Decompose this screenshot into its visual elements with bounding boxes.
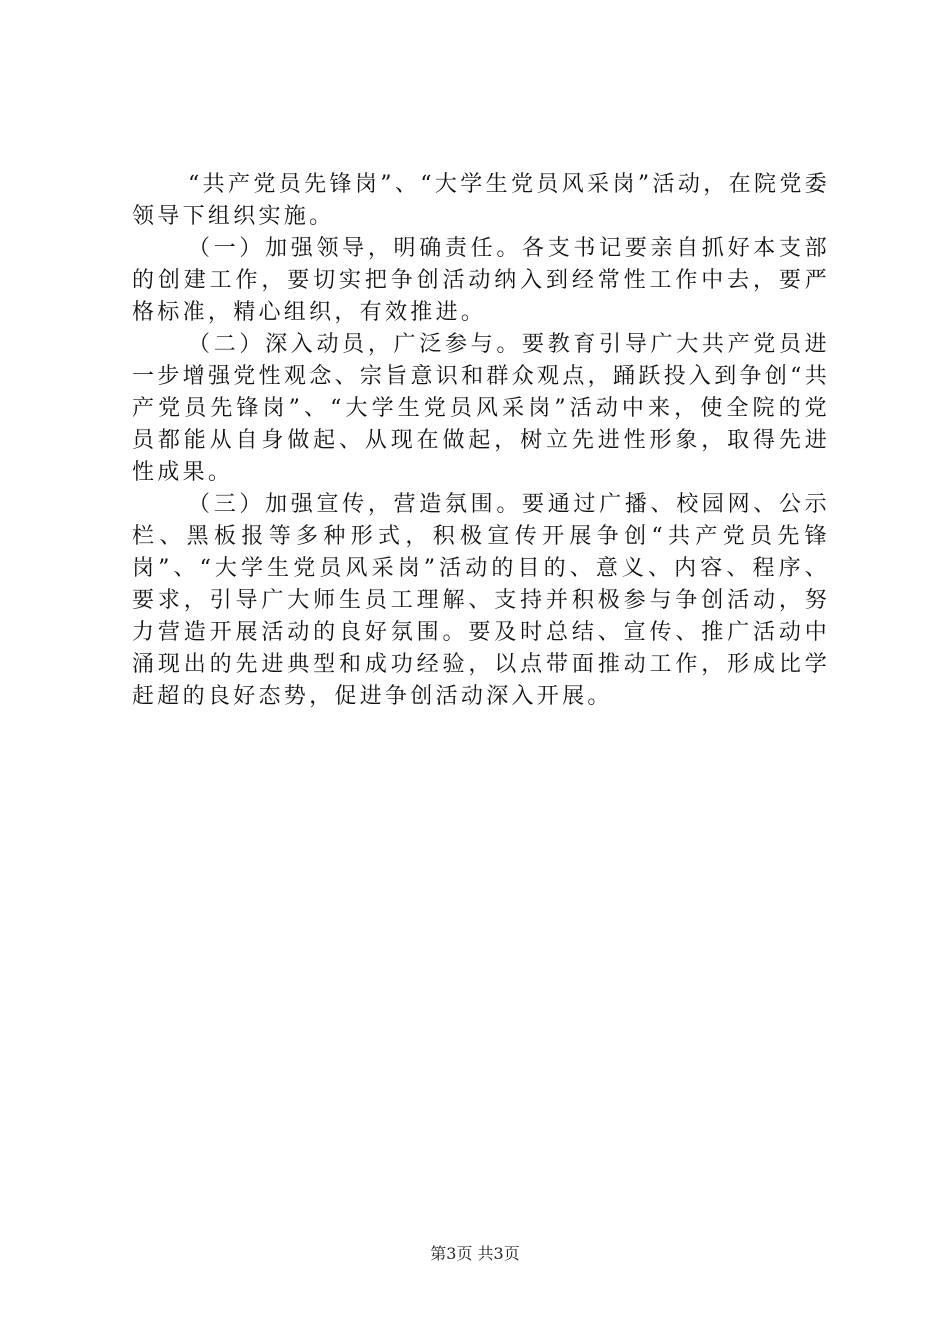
paragraph-section-1: （一）加强领导，明确责任。各支书记要亲自抓好本支部的创建工作，要切实把争创活动纳入到经常性工作中去，要严格标准，精心组织，有效推进。 xyxy=(132,236,830,325)
page-number-footer: 第3页 共3页 xyxy=(430,1244,520,1263)
paragraph-section-3: （三）加强宣传，营造氛围。要通过广播、校园网、公示栏、黑板报等多种形式，积极宣传开展争创“共产党员先锋岗”、“大学生党员风采岗”活动的目的、意义、内容、程序、要求，引导广大师生员工理解、支持并积极参与争创活动，努力营造开展活动的良好氛围。要及时总结、宣传、推广活动中涌现出的先进典型和成功经验，以点带面推动工作，形成比学赶超的良好态势，促进争创活动深入开展。 xyxy=(132,492,830,709)
document-body xyxy=(132,169,830,713)
paragraph-section-2: （二）深入动员，广泛参与。要教育引导广大共产党员进一步增强党性观念、宗旨意识和群众观点，踊跃投入到争创“共产党员先锋岗”、“大学生党员风采岗”活动中来，使全院的党员都能从自身做起、从现在做起，树立先进性形象，取得先进性成果。 xyxy=(132,332,830,485)
paragraph-intro: “共产党员先锋岗”、“大学生党员风采岗”活动，在院党委领导下组织实施。 xyxy=(132,172,830,229)
